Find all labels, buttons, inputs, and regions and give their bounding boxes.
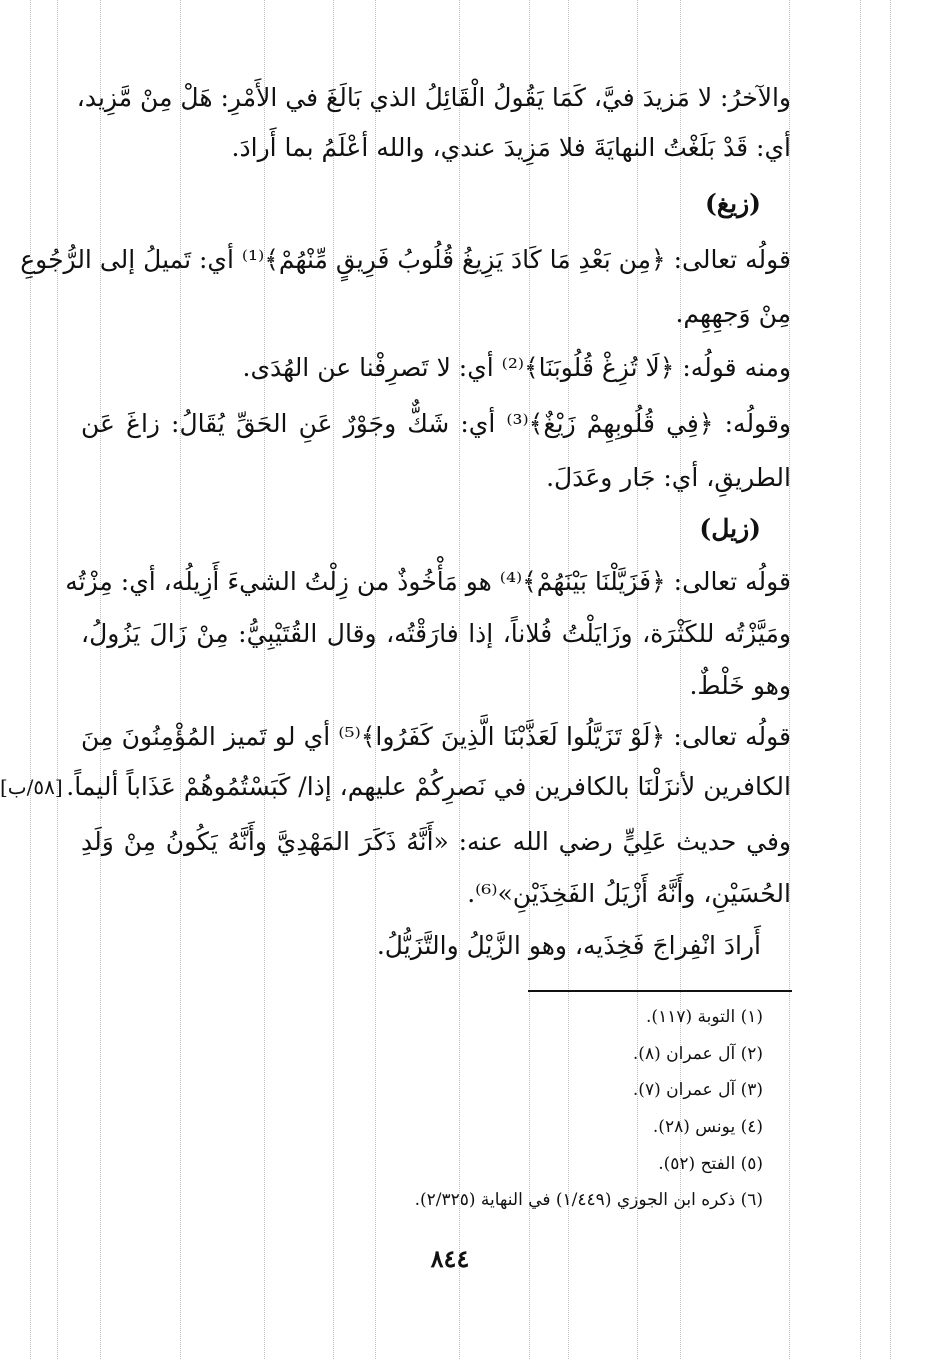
footnote: (٦) ذكره ابن الجوزي (١/٤٤٩) في النهاية (٢/٣٢٥). — [414, 1190, 763, 1210]
manuscript-folio-reference: [٥٨/ب] — [0, 775, 63, 799]
footnote: (١) التوبة (١١٧). — [646, 1007, 763, 1027]
page-number: ٨٤٤ — [430, 1244, 470, 1273]
body-line: الكافرين لأنزَلْنَا بالكافرين في نَصرِكُمْ عليهم، إذا/ كَبَسْتُمُوهُمْ عَذَاباً أليماً. — [66, 772, 791, 801]
footnote-separator — [528, 990, 792, 992]
dotted-guide-line — [860, 0, 861, 1359]
entry-heading-zaygh: (زيغ) — [705, 189, 761, 218]
body-line: وقولُه: ﴿فِي قُلُوبِهِمْ زَيْغٌ﴾⁽³⁾ أي: شَكٌّ وجَوْرٌ عَنِ الحَقِّ يُقَالُ: زاغَ عَن — [81, 409, 791, 438]
body-line: قولُه تعالى: ﴿مِن بَعْدِ مَا كَادَ يَزِيغُ قُلُوبُ فَرِيقٍ مِّنْهُمْ﴾⁽¹⁾ أي: تَميلُ إلى الرُّجُوعِ — [20, 245, 791, 274]
dotted-guide-line — [30, 0, 31, 1359]
body-line: الطريقِ، أي: جَار وعَدَلَ. — [546, 463, 791, 492]
footnote: (٥) الفتح (٥٢). — [658, 1154, 763, 1174]
dotted-guide-line — [57, 0, 58, 1359]
body-line: والآخرُ: لا مَزيدَ فيَّ، كَمَا يَقُولُ الْقَائِلُ الذي بَالَغَ في الأَمْرِ: هَلْ مِنْ مَّزِيد، — [76, 83, 791, 112]
body-line: قولُه تعالى: ﴿لَوْ تَزَيَّلُوا لَعَذَّبْنَا الَّذِينَ كَفَرُوا﴾⁽⁵⁾ أي لو تَميز المُؤْمِنُونَ مِنَ — [81, 722, 791, 751]
body-line: ومنه قولُه: ﴿لَا تُزِغْ قُلُوبَنَا﴾⁽²⁾ أي: لا تَصرِفْنا عن الهُدَى. — [242, 353, 791, 382]
footnote: (٢) آل عمران (٨). — [632, 1044, 763, 1064]
body-line: قولُه تعالى: ﴿فَزَيَّلْنَا بَيْنَهُمْ﴾⁽⁴⁾ هو مَأْخُوذٌ من زِلْتُ الشيءَ أَزِيلُه، أي: مِزْتُه — [65, 567, 791, 596]
footnote: (٣) آل عمران (٧). — [632, 1080, 763, 1100]
body-line: أي: قَدْ بَلَغْتُ النهايَةَ فلا مَزِيدَ عندي، والله أعْلَمُ بما أَرادَ. — [231, 133, 791, 162]
body-line: وفي حديث عَلِيٍّ رضي الله عنه: «أَنَّهُ ذَكَرَ المَهْدِيَّ وأَنَّهُ يَكُونُ مِنْ وَلَدِ — [81, 827, 791, 856]
body-line: ومَيَّزْتُه للكَثْرَة، وزَايَلْتُ فُلاناً، إذا فارَقْتُه، وقال القُتَيْبِيُّ: مِنْ زَالَ يَزُولُ، — [81, 619, 791, 648]
footnote: (٤) يونس (٢٨). — [652, 1117, 763, 1137]
body-line: مِنْ وَجهِهِم. — [675, 299, 791, 328]
body-line: أَرادَ انْفِراجَ فَخِذَيه، وهو الزَّيْلُ والتَّزَيُّلُ. — [376, 931, 761, 960]
body-line: الحُسَيْنِ، وأَنَّهُ أَزْيَلُ الفَخِذَيْنِ»⁽⁶⁾. — [467, 879, 791, 908]
entry-heading-zayl: (زيل) — [699, 514, 761, 543]
dotted-guide-line — [890, 0, 891, 1359]
body-line: وهو خَلْطٌ. — [689, 671, 791, 700]
